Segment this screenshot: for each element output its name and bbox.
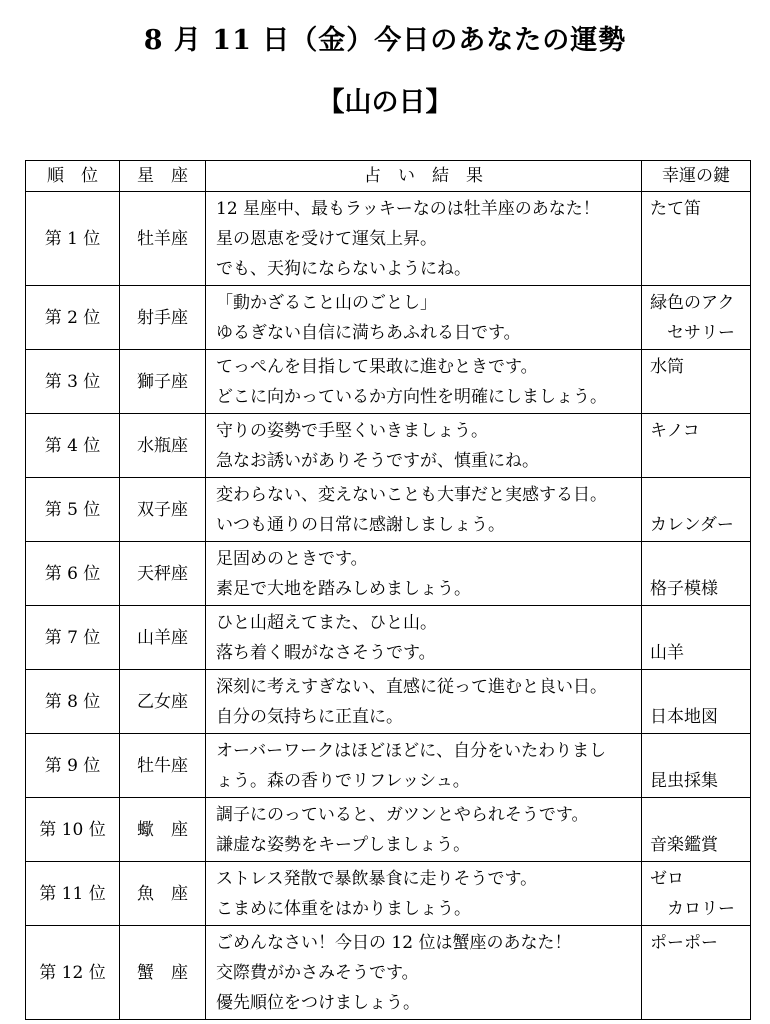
result-line: 深刻に考えすぎない、直感に従って進むと良い日。 [216, 677, 607, 697]
sign-cell: 蠍 座 [120, 798, 206, 862]
table-row [26, 414, 751, 478]
result-line: 急なお誘いがありそうですが、慎重にね。 [216, 451, 539, 471]
lucky-key-line: ポーポー [650, 933, 718, 953]
result-line: でも、天狗にならないようにね。 [216, 259, 471, 279]
table-row [26, 798, 751, 862]
table-header-row [26, 161, 751, 192]
lucky-key-line: たて笛 [650, 199, 701, 219]
result-line: 交際費がかさみそうです。 [216, 963, 419, 983]
lucky-key-line [650, 736, 750, 766]
lucky-key-cell [642, 606, 751, 670]
lucky-key-line [650, 800, 750, 830]
rank-cell: 第 9 位 [26, 734, 120, 798]
result-cell [206, 192, 642, 286]
lucky-key-line: 格子模様 [650, 579, 718, 599]
sign-cell: 山羊座 [120, 606, 206, 670]
result-line: てっぺんを目指して果敢に進むときです。 [216, 357, 538, 377]
column-header-result: 占 い 結 果 [206, 161, 642, 192]
lucky-key-cell [642, 286, 751, 350]
sign-cell: 獅子座 [120, 350, 206, 414]
sign-cell: 双子座 [120, 478, 206, 542]
lucky-key-line [650, 608, 750, 638]
rank-cell: 第 10 位 [26, 798, 120, 862]
table-row [26, 926, 751, 1020]
sign-cell: 射手座 [120, 286, 206, 350]
result-line: ゆるぎない自信に満ちあふれる日です。 [216, 323, 521, 343]
table-row [26, 286, 751, 350]
lucky-key-cell [642, 670, 751, 734]
rank-cell: 第 8 位 [26, 670, 120, 734]
lucky-key-cell [642, 734, 751, 798]
column-header-sign: 星 座 [120, 161, 206, 192]
result-cell [206, 414, 642, 478]
lucky-key-cell [642, 192, 751, 286]
rank-cell: 第 4 位 [26, 414, 120, 478]
result-line: 足固めのときです。 [216, 549, 368, 569]
lucky-key-line [650, 672, 750, 702]
lucky-key-line: カレンダー [650, 515, 734, 535]
result-line: いつも通りの日常に感謝しましょう。 [216, 515, 505, 535]
sign-cell: 牡羊座 [120, 192, 206, 286]
rank-cell: 第 5 位 [26, 478, 120, 542]
result-cell [206, 926, 642, 1020]
lucky-key-line: 音楽鑑賞 [650, 835, 718, 855]
result-line: どこに向かっているか方向性を明確にしましょう。 [216, 387, 607, 407]
column-header-lucky-key: 幸運の鍵 [642, 161, 751, 192]
result-line: 自分の気持ちに正直に。 [216, 707, 403, 727]
lucky-key-line: ゼロ [650, 869, 684, 889]
result-cell [206, 350, 642, 414]
result-cell [206, 862, 642, 926]
result-cell [206, 606, 642, 670]
table-row [26, 478, 751, 542]
result-line: 守りの姿勢で手堅くいきましょう。 [216, 421, 488, 441]
result-line: 変わらない、変えないことも大事だと実感する日。 [216, 485, 607, 505]
result-line: 落ち着く暇がなさそうです。 [216, 643, 436, 663]
sign-cell: 蟹 座 [120, 926, 206, 1020]
table-row [26, 350, 751, 414]
rank-cell: 第 11 位 [26, 862, 120, 926]
table-row [26, 862, 751, 926]
lucky-key-cell [642, 414, 751, 478]
result-cell [206, 286, 642, 350]
lucky-key-cell [642, 542, 751, 606]
lucky-key-line: 山羊 [650, 643, 684, 663]
lucky-key-cell [642, 350, 751, 414]
rank-cell: 第 12 位 [26, 926, 120, 1020]
result-line: こまめに体重をはかりましょう。 [216, 899, 471, 919]
result-line: 調子にのっていると、ガツンとやられそうです。 [216, 805, 589, 825]
result-line: 「動かざること山のごとし」 [216, 293, 437, 313]
result-line: ストレス発散で暴飲暴食に走りそうです。 [216, 869, 538, 889]
result-line: 優先順位をつけましょう。 [216, 993, 420, 1013]
result-line: 星の恩恵を受けて運気上昇。 [216, 229, 437, 249]
sign-cell: 乙女座 [120, 670, 206, 734]
table-row [26, 670, 751, 734]
lucky-key-line: キノコ [650, 421, 700, 441]
result-cell [206, 542, 642, 606]
table-row [26, 606, 751, 670]
rank-cell: 第 2 位 [26, 286, 120, 350]
lucky-key-line [650, 480, 750, 510]
lucky-key-line: 日本地図 [650, 707, 718, 727]
result-line: ごめんなさい！今日の 12 位は蟹座のあなた！ [216, 933, 572, 953]
lucky-key-line: セサリー [650, 323, 735, 343]
result-line: ょう。森の香りでリフレッシュ。 [216, 771, 470, 791]
table-row [26, 192, 751, 286]
sign-cell: 水瓶座 [120, 414, 206, 478]
table-row [26, 542, 751, 606]
rank-cell: 第 7 位 [26, 606, 120, 670]
result-cell [206, 734, 642, 798]
result-line: ひと山超えてまた、ひと山。 [216, 613, 437, 633]
result-line: 素足で大地を踏みしめましょう。 [216, 579, 471, 599]
lucky-key-line [650, 544, 750, 574]
result-cell [206, 670, 642, 734]
lucky-key-line: 水筒 [650, 357, 684, 377]
rank-cell: 第 1 位 [26, 192, 120, 286]
sign-cell: 魚 座 [120, 862, 206, 926]
lucky-key-cell [642, 478, 751, 542]
lucky-key-line: 昆虫採集 [650, 771, 718, 791]
page-title: 8 月 11 日（金）今日のあなたの運勢 [143, 25, 627, 56]
table-row [26, 734, 751, 798]
rank-cell: 第 6 位 [26, 542, 120, 606]
result-line: 12 星座中、最もラッキーなのは牡羊座のあなた！ [216, 199, 600, 219]
rank-cell: 第 3 位 [26, 350, 120, 414]
fortune-table [25, 160, 751, 1020]
sign-cell: 牡牛座 [120, 734, 206, 798]
page-subtitle: 【山の日】 [317, 87, 453, 118]
sign-cell: 天秤座 [120, 542, 206, 606]
column-header-rank: 順 位 [26, 161, 120, 192]
lucky-key-cell [642, 862, 751, 926]
lucky-key-line: カロリー [650, 899, 735, 919]
lucky-key-line: 緑色のアク [650, 293, 735, 313]
lucky-key-cell [642, 798, 751, 862]
lucky-key-cell [642, 926, 751, 1020]
result-line: オーバーワークはほどほどに、自分をいたわりまし [216, 741, 607, 761]
result-cell [206, 478, 642, 542]
result-cell [206, 798, 642, 862]
result-line: 謙虚な姿勢をキープしましょう。 [216, 835, 471, 855]
